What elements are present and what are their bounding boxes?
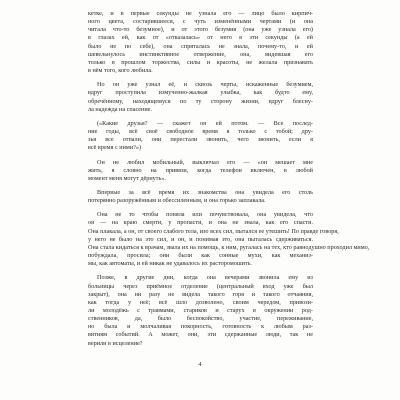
paragraph	[88, 120, 313, 153]
text-line: в глазах ей, как от «отказалась» от него в эти секунды (а ей	[88, 34, 313, 42]
text-line: мы, как автоматы, и ей никак не удавалось их расторомошить.	[88, 260, 252, 268]
text-line: всё время с ними?»)	[88, 144, 142, 152]
text-line: побуждала, просила; они были как сонные мухи, как механиз-	[88, 252, 313, 260]
paragraph	[88, 10, 313, 75]
text-line: Он не любил мобильный, выключал его — «он мешает мне	[97, 158, 313, 166]
text-line: в нём того, кого любила.	[88, 67, 153, 75]
text-line: потерянно разоружённым и обессиленным, и она горько заплакала.	[88, 197, 266, 205]
text-line: момент меня могут дёрнуть».	[88, 174, 166, 182]
text-line: было не по себе), она спряталась не знала, почему-то, и ей	[88, 42, 313, 50]
text-line: Позже, в другие дни, когда она вечерами звонила ему из	[97, 274, 313, 282]
paragraph	[88, 274, 313, 347]
text-line: ла надежда на спасение.	[88, 105, 152, 113]
text-line: как тогда у неё; всё шло дозволено, своим чередом, привози-	[88, 298, 313, 306]
paragraph	[88, 159, 313, 183]
paragraph	[88, 189, 313, 205]
text-line: жить, я словно на привязи, когда телефон включен, в любой	[88, 166, 313, 174]
text-line: больницы через приёмное отделение (центральный вход уже был	[88, 282, 313, 290]
text-line: верили в исцеление?	[88, 339, 143, 347]
text-line: Впервые за всё время их знакомства она увидела его столь	[97, 188, 313, 196]
page-body-text	[88, 10, 370, 354]
text-line: шевельнулось инстинктивное отвержение, она, видевшая его	[88, 50, 313, 58]
text-line: он — на краю смерти, у пропасти, и она не знала, как его спасти.	[88, 219, 313, 227]
text-line: вдруг проступила измученно-жалкая улыбка, как будто ему,	[88, 89, 313, 97]
text-line: («Какие друзья? — скажет он ей потом. — Все послед-	[97, 119, 313, 127]
text-line: закрыт), она ни разу не видела такого горя и такого отчаяния,	[88, 290, 313, 298]
text-line: ного цвета, состарившееся, с чуть изменёнными чертами (и она	[88, 18, 313, 26]
text-line: обречённому, находящемуся по ту сторону жизни, вдруг блесну-	[88, 97, 313, 105]
paragraph	[88, 211, 370, 268]
text-line: ли молодёжь с травмами, стариков и старух в окружении род-	[88, 307, 313, 314]
text-line: Но он уже узнал её, и сквозь черты, искаженные безумием,	[97, 81, 313, 89]
text-line: Она стала кидаться к врачам, звала их на помощь, к ним, ругалась на тех, кто равнодушно проходил мимо,	[88, 243, 370, 251]
text-line: ственников, да, было беспокойство, участие, переживание,	[88, 315, 313, 323]
text-line: читала что-то безумное), и от этого безумия (она уже узнала его)	[88, 26, 313, 34]
paragraph	[88, 81, 313, 114]
text-line: ние годы, всё своё свободное время я только с тобой; дру-	[88, 128, 313, 136]
text-line: Она плакала, а он, от своего слабого тела, изо всех сил, пытался ее утешить! По правде говоря,	[88, 227, 339, 235]
text-line: кетке, и в первые секунды не узнала его — лицо было кирпич-	[88, 10, 313, 17]
text-line: у него не было на это сил, и он, и понимая это, она пыталась сдерживаться.	[88, 235, 313, 243]
text-line: но была и молчаливая покорность, готовность к любым раз-	[88, 323, 313, 331]
text-line: витиям событий. А может, они, эти сдержанные люди, так не	[88, 331, 313, 339]
text-line: Она не то чтобы поняла или почувствовала, она увидела, что	[97, 211, 313, 219]
text-line: только в прошлом торжества, силы и красоты, не желала признавать	[88, 58, 313, 66]
page-number: 4	[198, 361, 202, 368]
text-line: зья все отпали, они перестали звонить, чего звонить, если я	[88, 136, 313, 144]
